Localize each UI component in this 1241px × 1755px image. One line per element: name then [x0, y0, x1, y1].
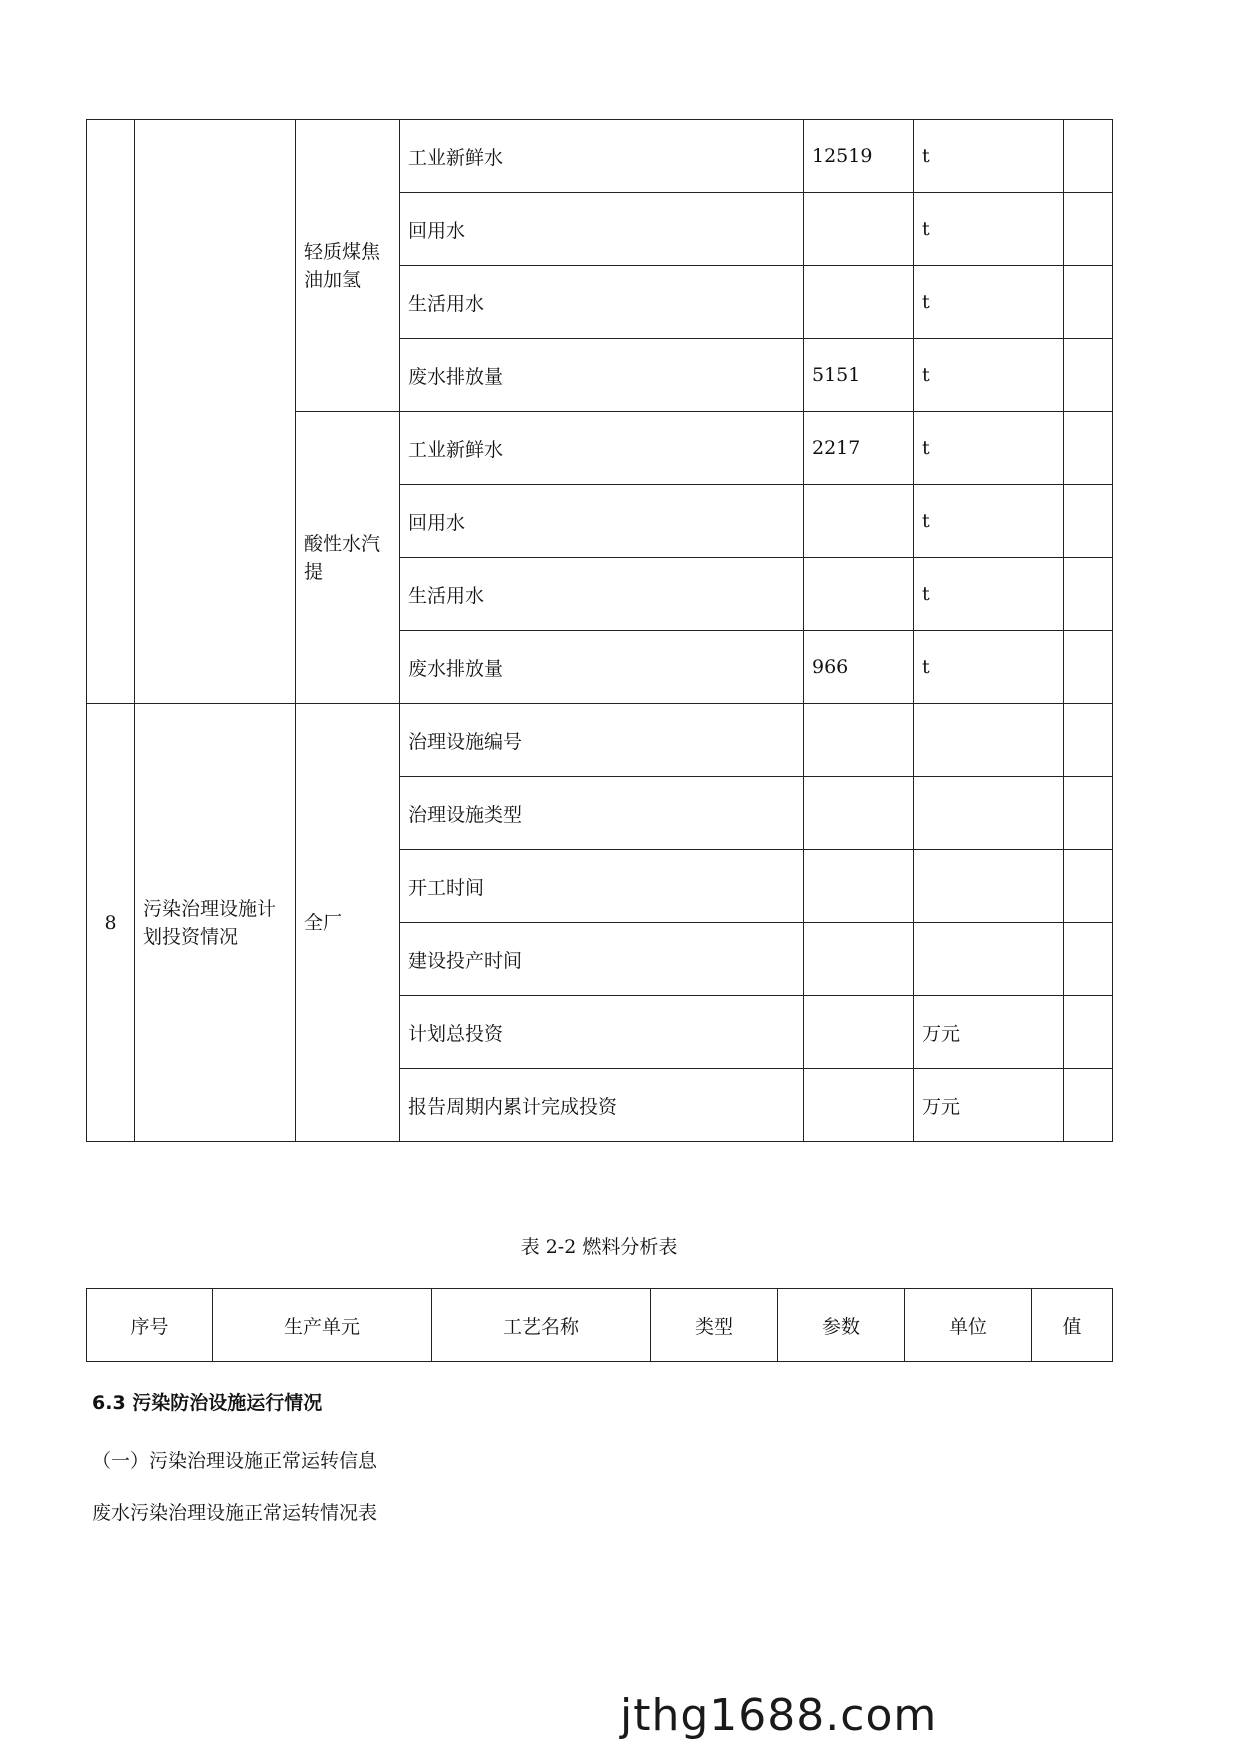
header-cell: 单位	[905, 1289, 1032, 1362]
item-cell: 治理设施类型	[400, 777, 804, 850]
extra-cell	[1064, 1069, 1113, 1142]
seq-cell: 8	[87, 704, 135, 1142]
item-cell: 回用水	[400, 193, 804, 266]
unit-cell: 轻质煤焦油加氢	[296, 120, 400, 412]
value-cell	[804, 850, 914, 923]
extra-cell	[1064, 120, 1113, 193]
unit-of-measure-cell	[914, 923, 1064, 996]
value-cell	[804, 1069, 914, 1142]
extra-cell	[1064, 558, 1113, 631]
unit-of-measure-cell: 万元	[914, 1069, 1064, 1142]
item-cell: 废水排放量	[400, 339, 804, 412]
unit-of-measure-cell	[914, 704, 1064, 777]
extra-cell	[1064, 777, 1113, 850]
unit-of-measure-cell: t	[914, 193, 1064, 266]
value-cell	[804, 704, 914, 777]
category-cell	[135, 120, 296, 704]
unit-of-measure-cell	[914, 777, 1064, 850]
item-cell: 开工时间	[400, 850, 804, 923]
value-cell	[804, 266, 914, 339]
extra-cell	[1064, 485, 1113, 558]
extra-cell	[1064, 704, 1113, 777]
value-cell	[804, 193, 914, 266]
extra-cell	[1064, 339, 1113, 412]
unit-of-measure-cell: t	[914, 266, 1064, 339]
value-cell	[804, 485, 914, 558]
value-cell	[804, 558, 914, 631]
extra-cell	[1064, 193, 1113, 266]
unit-of-measure-cell: t	[914, 558, 1064, 631]
extra-cell	[1064, 631, 1113, 704]
unit-of-measure-cell: t	[914, 120, 1064, 193]
item-cell: 治理设施编号	[400, 704, 804, 777]
unit-of-measure-cell: t	[914, 631, 1064, 704]
watermark: jthg1688.com	[620, 1690, 938, 1741]
seq-cell	[87, 120, 135, 704]
value-cell	[804, 777, 914, 850]
item-cell: 工业新鲜水	[400, 412, 804, 485]
category-cell: 污染治理设施计划投资情况	[135, 704, 296, 1142]
fuel-table-caption: 表 2-2 燃料分析表	[520, 1236, 678, 1258]
fuel-analysis-table	[86, 1288, 1113, 1362]
header-cell: 生产单元	[213, 1289, 432, 1362]
extra-cell	[1064, 266, 1113, 339]
header-cell: 工艺名称	[432, 1289, 651, 1362]
unit-of-measure-cell: t	[914, 485, 1064, 558]
sub-heading: （一）污染治理设施正常运转信息	[92, 1450, 378, 1472]
pollutant-data-table	[86, 119, 1113, 1142]
table-row	[87, 704, 1113, 777]
fuel-table-header-row	[87, 1289, 1113, 1362]
item-cell: 工业新鲜水	[400, 120, 804, 193]
value-cell: 966	[804, 631, 914, 704]
header-cell: 类型	[651, 1289, 778, 1362]
unit-cell: 酸性水汽提	[296, 412, 400, 704]
section-heading: 6.3 污染防治设施运行情况	[92, 1392, 323, 1414]
header-cell: 值	[1032, 1289, 1113, 1362]
item-cell: 计划总投资	[400, 996, 804, 1069]
item-cell: 回用水	[400, 485, 804, 558]
item-cell: 建设投产时间	[400, 923, 804, 996]
extra-cell	[1064, 850, 1113, 923]
item-cell: 生活用水	[400, 266, 804, 339]
item-cell: 报告周期内累计完成投资	[400, 1069, 804, 1142]
value-cell: 12519	[804, 120, 914, 193]
header-cell: 序号	[87, 1289, 213, 1362]
unit-of-measure-cell: 万元	[914, 996, 1064, 1069]
value-cell	[804, 996, 914, 1069]
item-cell: 生活用水	[400, 558, 804, 631]
extra-cell	[1064, 996, 1113, 1069]
header-cell: 参数	[778, 1289, 905, 1362]
extra-cell	[1064, 412, 1113, 485]
unit-cell: 全厂	[296, 704, 400, 1142]
value-cell: 5151	[804, 339, 914, 412]
extra-cell	[1064, 923, 1113, 996]
unit-of-measure-cell: t	[914, 339, 1064, 412]
table-row	[87, 120, 1113, 193]
value-cell	[804, 923, 914, 996]
item-cell: 废水排放量	[400, 631, 804, 704]
table-title: 废水污染治理设施正常运转情况表	[92, 1502, 378, 1524]
value-cell: 2217	[804, 412, 914, 485]
unit-of-measure-cell: t	[914, 412, 1064, 485]
unit-of-measure-cell	[914, 850, 1064, 923]
